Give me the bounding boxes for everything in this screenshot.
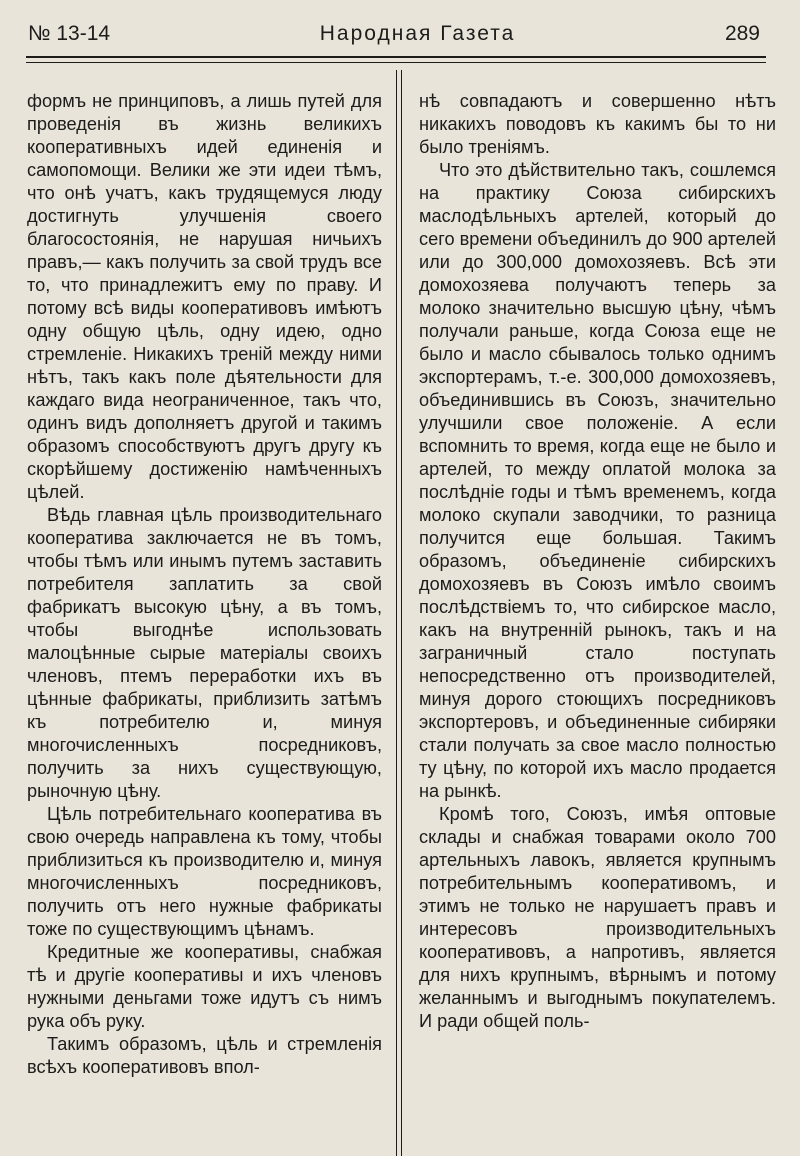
paragraph: нѣ совпадаютъ и совершенно нѣтъ никакихъ поводовъ къ какимъ бы то ни было треніямъ. [419,91,776,157]
paragraph: Кредитные же кооперативы, снабжая тѣ и другіе кооперативы и ихъ членовъ нужными деньгами тоже идутъ съ нимъ рука объ руку. [27,942,382,1031]
paragraph: формъ не принциповъ, а лишь путей для проведенія въ жизнь великихъ кооперативныхъ идей единенія и самопомощи. Велики же эти идеи тѣмъ, что онѣ учатъ, какъ трудящемуся люду достигнуть улучшенія своего благосостоянія, не нарушая ничьихъ правъ,— какъ получить за свой трудъ все то, что принадлежитъ ему по праву. И потому всѣ виды кооперативовъ имѣютъ одну общую цѣль, одну идею, одно стремленіе. Никакихъ треній между ними нѣтъ, такъ какъ поле дѣятельности для каждаго вида неограниченное, такъ что, одинъ видъ дополняетъ другой и такимъ образомъ способствуютъ другъ другу къ скорѣйшему достиженію намѣченныхъ цѣлей. [27,91,382,502]
page-number: 289 [724,22,760,45]
page-header [28,18,760,50]
column-divider [396,70,397,1156]
newspaper-title: Народная Газета [319,22,516,45]
paragraph: Кромѣ того, Союзъ, имѣя оптовые склады и снабжая товарами около 700 артельныхъ лавокъ, является крупнымъ потребительнымъ кооперативомъ, и этимъ не только не нарушаетъ правъ и интересовъ производительныхъ кооперативовъ, а напротивъ, является для нихъ крупнымъ, вѣрнымъ и потому желаннымъ и выгоднымъ покупателемъ. И ради общей поль- [419,804,776,1031]
paragraph: Такимъ образомъ, цѣль и стремленія всѣхъ кооперативовъ впол- [27,1034,382,1077]
right-column [419,90,776,1033]
header-rule [26,56,766,58]
paragraph: Вѣдь главная цѣль производительнаго кооператива заключается не въ томъ, чтобы тѣмъ или инымъ путемъ заставить потребителя заплатить за свой фабрикатъ высокую цѣну, а въ томъ, чтобы выгоднѣе использовать малоцѣнные сырые матеріалы своихъ членовъ, птемъ переработки ихъ въ цѣнные фабрикаты, приблизить затѣмъ къ потребителю и, минуя многочисленныхъ посредниковъ, получить за нихъ существующую, рыночную цѣну. [27,505,382,801]
paragraph: Что это дѣйствительно такъ, сошлемся на практику Союза сибирскихъ маслодѣльныхъ артелей, который до сего времени объединилъ до 900 артелей или до 300,000 домохозяевъ. Всѣ эти домохозяева получаютъ теперь за молоко значительно высшую цѣну, чѣмъ получали раньше, когда Союза еще не было и масло сбывалось только однимъ экспортерамъ, т.-е. 300,000 домохозяевъ, объединившись въ Союзъ, значительно улучшили свое положеніе. А если вспомнить то время, когда еще не было и артелей, то между оплатой молока за послѣдніе годы и тѣмъ временемъ, когда молоко скупали заводчики, то разница получится еще большая. Такимъ образомъ, объединеніе сибирскихъ домохозяевъ въ Союзъ имѣло своимъ послѣдствіемъ то, что сибирское масло, какъ на внутренній рынокъ, такъ и на заграничный стало поступать непосредственно отъ производителей, минуя дорого стоющихъ посредниковъ экспортеровъ, и объединенные сибиряки стали получать за свое масло полностью ту цѣну, по которой ихъ масло продается на рынкѣ. [419,160,776,801]
column-divider [401,70,402,1156]
header-rule-thin [26,62,766,63]
left-column [27,90,382,1079]
paragraph: Цѣль потребительнаго кооператива въ свою очередь направлена къ тому, чтобы приблизиться къ производителю и, минуя многочисленныхъ посредниковъ, получить отъ него нужные фабрикаты тоже по существующимъ цѣнамъ. [27,804,382,939]
issue-number: № 13-14 [28,22,111,45]
